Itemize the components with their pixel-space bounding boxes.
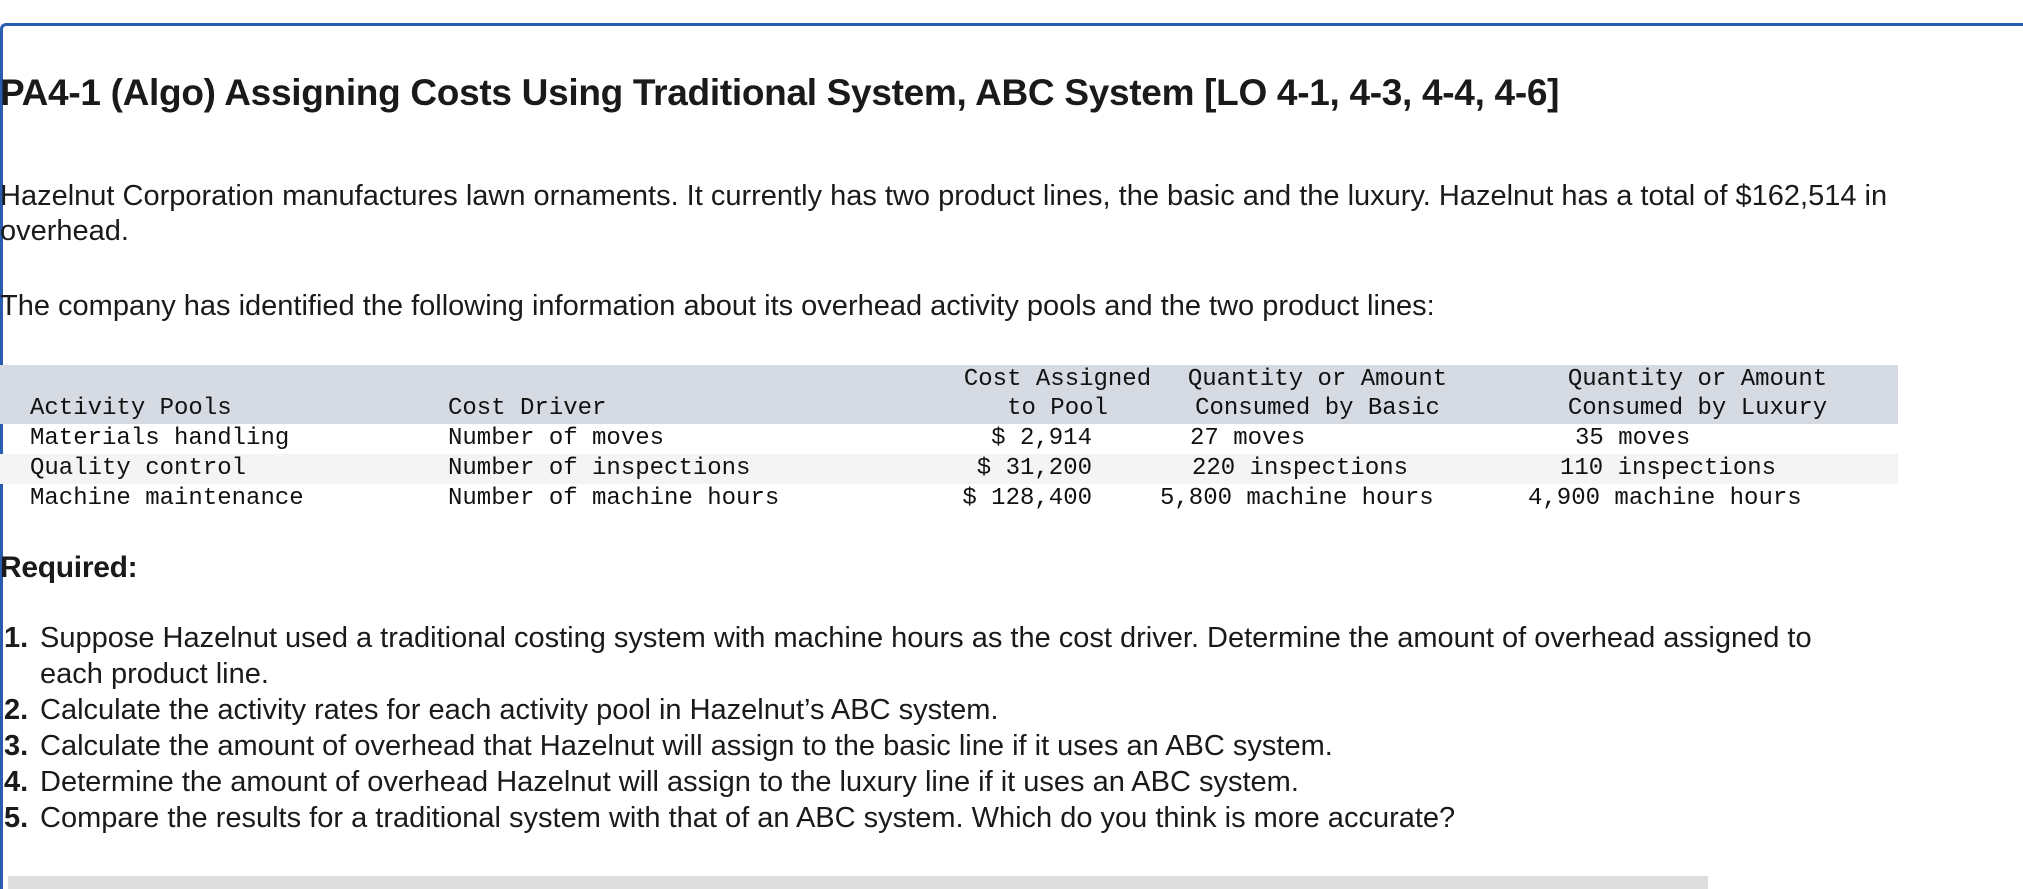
header-basic-line1: Quantity or Amount (1187, 366, 1448, 393)
required-list (0, 620, 1850, 836)
list-item (0, 800, 1850, 836)
item-number: 3. (4, 730, 29, 762)
list-item (0, 692, 1850, 728)
item-text: Calculate the activity rates for each activity pool in Hazelnut’s ABC system. (40, 694, 999, 726)
header-luxury-line1: Quantity or Amount (1567, 366, 1828, 393)
basic-cell: 220 inspections (1192, 455, 1409, 482)
header-cost-line1: Cost Assigned (963, 366, 1152, 393)
cost-cell: $ 2,914 (991, 425, 1092, 452)
table-header (0, 365, 1898, 424)
item-text: Determine the amount of overhead Hazelnut will assign to the luxury line if it uses an ABC system. (40, 766, 1299, 798)
activity-cell: Machine maintenance (30, 485, 304, 512)
lead-paragraph: The company has identified the following information about its overhead activity pools and the two product lines: (0, 290, 1435, 322)
item-number: 2. (4, 694, 29, 726)
item-text: Calculate the amount of overhead that Hazelnut will assign to the basic line if it uses an ABC system. (40, 730, 1333, 762)
header-activity-pools: Activity Pools (30, 395, 232, 422)
cost-cell: $ 128,400 (962, 485, 1092, 512)
basic-cell: 27 moves (1190, 425, 1306, 452)
driver-cell: Number of machine hours (448, 485, 780, 512)
list-item (0, 764, 1850, 800)
driver-cell: Number of inspections (448, 455, 751, 482)
header-basic-line2: Consumed by Basic (1195, 395, 1440, 422)
problem-title: PA4-1 (Algo) Assigning Costs Using Traditional System, ABC System [LO 4-1, 4-3, 4-4, 4-6] (0, 72, 1560, 113)
list-item (0, 620, 1850, 692)
header-luxury-line2: Consumed by Luxury (1567, 395, 1828, 422)
activity-pools-table (0, 365, 1898, 514)
item-number: 5. (4, 802, 29, 834)
list-item (0, 728, 1850, 764)
luxury-cell: 4,900 machine hours (1528, 485, 1802, 512)
intro-paragraph: Hazelnut Corporation manufactures lawn ornaments. It currently has two product lines, the basic and the luxury. Hazelnut has a total of $162,514 in overhead. (0, 180, 1888, 247)
table-row (0, 424, 1898, 454)
header-cost-driver: Cost Driver (448, 395, 607, 422)
activity-cell: Materials handling (30, 425, 290, 452)
item-text: Compare the results for a traditional system with that of an ABC system. Which do you think is more accurate? (40, 802, 1456, 834)
bottom-panel-edge (8, 876, 1708, 889)
item-number: 4. (4, 766, 29, 798)
cost-cell: $ 31,200 (976, 455, 1092, 482)
table-row (0, 454, 1898, 484)
luxury-cell: 110 inspections (1560, 455, 1777, 482)
luxury-cell: 35 moves (1575, 425, 1691, 452)
required-heading: Required: (0, 551, 138, 584)
basic-cell: 5,800 machine hours (1160, 485, 1434, 512)
activity-cell: Quality control (30, 455, 247, 482)
item-text: Suppose Hazelnut used a traditional costing system with machine hours as the cost driver. Determine the amount of overhead assigned to each product line. (40, 622, 1812, 690)
item-number: 1. (4, 622, 29, 654)
driver-cell: Number of moves (448, 425, 665, 452)
header-cost-line2: to Pool (1007, 395, 1108, 422)
table-row (0, 484, 1898, 514)
